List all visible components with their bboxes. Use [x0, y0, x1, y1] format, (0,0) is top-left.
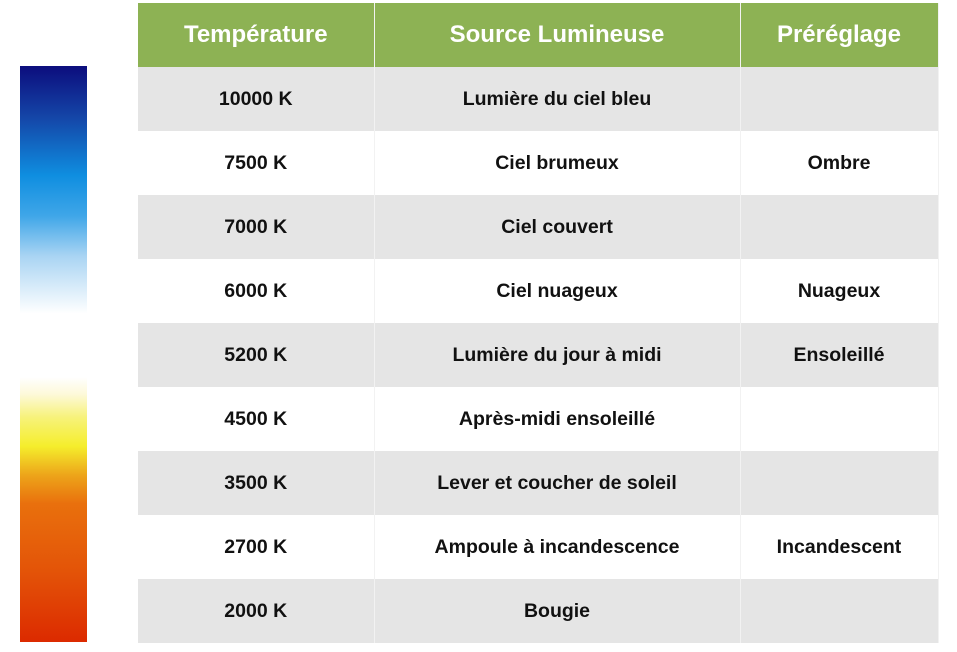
- light-source-cell: Ciel couvert: [374, 195, 740, 259]
- table-row: [138, 387, 938, 451]
- temperature-cell: 7000 K: [138, 195, 374, 259]
- temperature-cell: 6000 K: [138, 259, 374, 323]
- preset-cell: [740, 67, 938, 131]
- table-row: [138, 323, 938, 387]
- temperature-cell: 3500 K: [138, 451, 374, 515]
- temperature-cell: 5200 K: [138, 323, 374, 387]
- preset-cell: Ombre: [740, 131, 938, 195]
- preset-cell: [740, 387, 938, 451]
- light-source-cell: Ciel nuageux: [374, 259, 740, 323]
- color-temperature-table: [138, 3, 939, 643]
- preset-cell: [740, 195, 938, 259]
- light-source-cell: Lumière du ciel bleu: [374, 67, 740, 131]
- temperature-cell: 7500 K: [138, 131, 374, 195]
- table-header-row: [138, 3, 938, 67]
- light-source-cell: Lever et coucher de soleil: [374, 451, 740, 515]
- preset-cell: [740, 579, 938, 643]
- light-source-cell: Après-midi ensoleillé: [374, 387, 740, 451]
- preset-cell: Nuageux: [740, 259, 938, 323]
- table-row: [138, 451, 938, 515]
- table-row: [138, 579, 938, 643]
- table-row: [138, 259, 938, 323]
- header-light-source: Source Lumineuse: [374, 3, 740, 67]
- table-row: [138, 195, 938, 259]
- table-row: [138, 131, 938, 195]
- light-source-cell: Ciel brumeux: [374, 131, 740, 195]
- header-preset: Préréglage: [740, 3, 938, 67]
- light-source-cell: Bougie: [374, 579, 740, 643]
- preset-cell: [740, 451, 938, 515]
- temperature-cell: 10000 K: [138, 67, 374, 131]
- temperature-cell: 2700 K: [138, 515, 374, 579]
- light-source-cell: Ampoule à incandescence: [374, 515, 740, 579]
- preset-cell: Ensoleillé: [740, 323, 938, 387]
- temperature-cell: 2000 K: [138, 579, 374, 643]
- table-row: [138, 67, 938, 131]
- table-row: [138, 515, 938, 579]
- temperature-cell: 4500 K: [138, 387, 374, 451]
- preset-cell: Incandescent: [740, 515, 938, 579]
- header-temperature: Température: [138, 3, 374, 67]
- color-temperature-gradient-bar: [20, 66, 87, 642]
- light-source-cell: Lumière du jour à midi: [374, 323, 740, 387]
